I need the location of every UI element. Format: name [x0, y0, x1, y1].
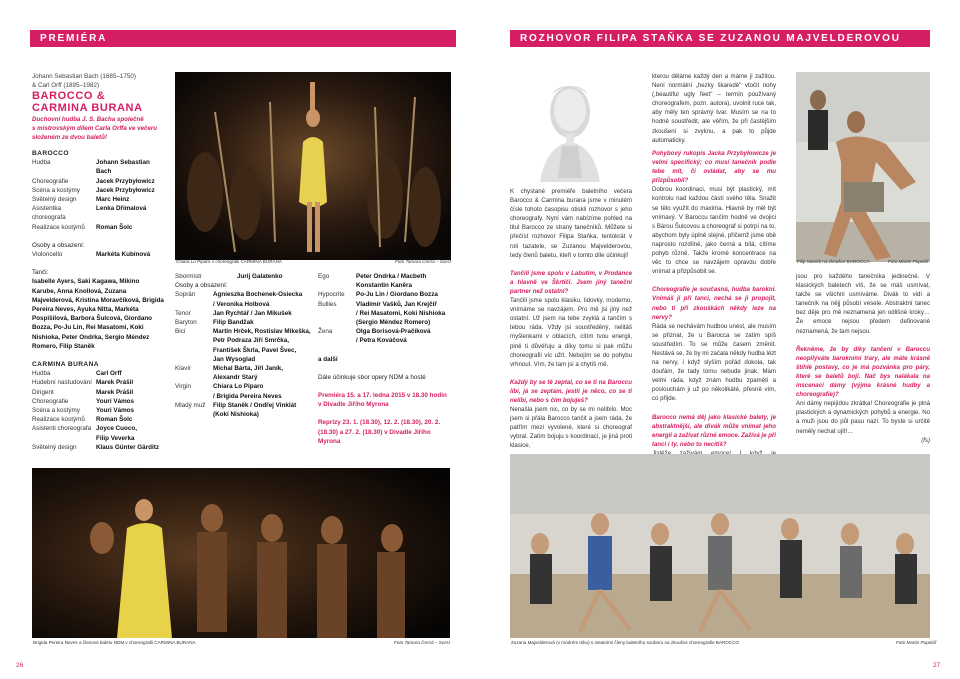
- credit-role: Violoncello: [32, 251, 63, 259]
- credit-row: [32, 177, 164, 186]
- cast-name: Filip Bandžak: [213, 319, 254, 327]
- cast-name: / Petra Kováčová: [356, 337, 407, 345]
- cast-role: Mladý muž: [175, 401, 206, 409]
- cast-row: [175, 364, 315, 373]
- photo-credit: Foto Tamara Černá – SoHJ: [395, 259, 452, 264]
- credit-role: Dirigent: [32, 388, 54, 396]
- composer-line: Johann Sebastian Bach (1685–1750): [32, 73, 136, 80]
- credit-role: Realizace kostýmů: [32, 416, 85, 424]
- photo-credit: Foto Martin Popelář: [896, 640, 937, 645]
- credit-role: Světelný design: [32, 196, 77, 204]
- cast-name: Chiara Lo Piparo: [213, 383, 264, 391]
- cast-name: Jan Rychtář / Jan Mikušek: [213, 309, 292, 317]
- credit-row: [32, 397, 164, 406]
- cast-name: Po-Ju Lin / Giordano Bozza: [356, 291, 438, 299]
- cast-name: Olga Borisová-Pračíková: [356, 328, 431, 336]
- credit-row: [32, 204, 164, 222]
- cast-name: Petr Podraza Jiří Smrčka,: [213, 337, 289, 345]
- credit-row: [32, 415, 164, 424]
- credit-row: [32, 434, 164, 443]
- author-signature: (fs): [921, 436, 930, 444]
- cast-row: [318, 318, 458, 327]
- cast-name: Martin Hrček, Rostislav Mikeška,: [213, 328, 311, 336]
- interview-column-2: [652, 149, 776, 476]
- cast-role: Tenor: [175, 309, 191, 317]
- cast-column-a: [175, 272, 315, 419]
- credit-role: Hudba: [32, 370, 51, 378]
- cast-row: [318, 309, 458, 318]
- credit-name: Jacek Przybyłowicz: [96, 177, 155, 185]
- question: Barocco nemá děj jako klasické balety, je abstraktnější, ale divák může vnímat jeho energii a zažívat různé emoce. Zažívá je při tanci i ty, nebo to necítíš?: [652, 413, 776, 448]
- credit-name: Johann Sebastian Bach: [96, 159, 150, 176]
- photo-credit: Foto Martin Popelář: [888, 259, 929, 264]
- cast-role: [175, 410, 213, 419]
- credit-row: [32, 443, 164, 452]
- credit-name: Youri Vámos: [96, 407, 135, 415]
- cast-row: [175, 290, 315, 299]
- credit-row: [32, 406, 164, 415]
- dancer-photo-image: [32, 468, 450, 638]
- cast-name: / Brigida Pereira Neves: [213, 392, 282, 400]
- cast-row: [175, 410, 315, 419]
- credit-name: Roman Šolc: [96, 223, 133, 231]
- cast-role: [318, 309, 356, 318]
- cast-role: Osoby a obsazení:: [175, 282, 228, 290]
- dancers-label: Tanči:: [32, 269, 49, 277]
- credit-name: Marek Prášil: [96, 388, 134, 396]
- credit-role: Asistentka choreografa: [32, 205, 66, 222]
- cast-row: [175, 309, 315, 318]
- answer: kterou děláme každý den a máme ji zažitou. Není normální „hezky škaredě" vtočit nohy (,beautiful ugly feet" – termín používaný choreografem, pozn. autora), uvolnit ruce tak, aby měly ten správný tvar. Musím se na to hodně soustředit, ale věřím, že při častějším zkoušení si zvyknu, a pak to půjde automaticky.: [652, 73, 776, 144]
- cast-row: [318, 272, 458, 281]
- cast-role: Baryton: [175, 319, 197, 327]
- carmina-heading: CARMINA BURANA: [32, 361, 99, 369]
- cast-row: [318, 336, 458, 345]
- credit-name: Jacek Przybyłowicz: [96, 186, 155, 194]
- credit-row: [32, 195, 164, 204]
- cast-row: [175, 336, 315, 345]
- credit-role: [32, 434, 96, 443]
- premiere-banner: PREMIÉRA: [30, 30, 456, 47]
- portrait-image: [512, 74, 628, 182]
- credit-row: [32, 388, 164, 397]
- photo-caption: Brigida Pereira Neves a členové baletu NDM v choreografii CARMINA BURANA: [33, 640, 196, 645]
- subtitle: s mistrovským dílem Carla Orffa ve večeru: [32, 124, 158, 132]
- show-title: CARMINA BURANA: [32, 102, 143, 114]
- cast-row: [318, 290, 458, 299]
- cast-name: / Veronika Holbová: [213, 300, 270, 308]
- cast-role: [175, 355, 213, 364]
- interview-banner: ROZHOVOR FILIPA STAŇKA SE ZUZANOU MAJVELDEROVOU: [510, 30, 930, 47]
- credit-role: Scéna a kostýmy: [32, 407, 80, 415]
- cast-role: [175, 392, 213, 401]
- question: Každý by se tě zeptal, co se ti na Baroccu líbí, já se zeptám, jestli je něco, co se ti nelíbí, nebo s čím bojuješ?: [510, 378, 632, 404]
- photo-caption: Zuzana Majvelderová (v modrém triku) s ostatními členy baletního souboru na zkoušce choreografie BAROCCO: [511, 640, 740, 645]
- dancer-photo-top: [175, 72, 451, 260]
- credit-row: [32, 369, 164, 378]
- question: Choreografie je současná, hudba barokní. Vnímáš ji při tanci, nechá se ji propojit, nebo ti při zkouškách někdy leze na nervy?: [652, 286, 776, 321]
- answer: Nenašla jsem nic, co by se mi nelíbilo. Moc jsem si přála Barocco tančit a jsem ráda, že patřím mezi vyvolené, které si choreograf vybral. Zatím bojuju s koordinací, je jiná proti klasice,: [510, 406, 632, 450]
- cast-role: Klavír: [175, 365, 192, 373]
- cast-role: [318, 318, 356, 327]
- credit-row: [32, 378, 164, 387]
- question: Pohybový rukopis Jacka Przybyłowicze je velmi specifický; co musí tanečník podle tebe mít, či ovládat, aby se mu přizpůsobil?: [652, 150, 776, 185]
- credit-role: Světelný design: [32, 443, 77, 451]
- page-number: 27: [933, 662, 941, 669]
- credit-row: [32, 424, 164, 433]
- cast-name: Filip Staněk / Ondřej Vinklát: [213, 401, 297, 409]
- cast-row: [175, 281, 315, 290]
- cast-row: [175, 327, 315, 336]
- question: Řekněme, že by díky tančení v Baroccu neopilýváte barokními trary, ale máte krásně štíhlé postavy, co je má pozvánka pro páry, které se baletů bojí. Nač bys nalákala na inscenaci dámy (výjma krásné hudby a choreografie)?: [796, 345, 930, 399]
- credit-name: Roman Šolc: [96, 416, 133, 424]
- cast-row: [175, 318, 315, 327]
- cast-row: [175, 382, 315, 391]
- question: Tančili jsme spolu v Labutím, v Prodance a hlavně ve Škrtiči. Jsem jiný taneční partner než ostatní?: [510, 269, 632, 295]
- cast-name: a další: [318, 355, 338, 363]
- cast-role: [175, 373, 213, 382]
- cast-name: Vladimír Vašků, Jan Krejčíř: [356, 300, 437, 308]
- page-number: 26: [16, 662, 24, 669]
- intro-paragraph: K chystané premiéře baletního večera Barocco & Carmina burana jsme v minulém čísle tohoto časopisu otiskli rozhovor s jeho choreografy. Nyní vám nabízíme pohled na titul Barocco ze strany tanečníků. Můžete si přečíst rozhovor Filipa Staňka, tentokrát v roli tazatele, se Zuzanou Majvelderovou, tedy členů baletu, kteří v tomto díle účinkují!: [510, 188, 632, 259]
- cast-row: [318, 355, 458, 364]
- cast-role: [318, 336, 356, 345]
- subtitle: složeném ze dvou baletů!: [32, 133, 107, 141]
- interview-column-3: [796, 272, 930, 445]
- opera-note: Dále účinkuje sbor opery NDM a hosté: [318, 373, 426, 381]
- intro-block: [32, 72, 164, 142]
- cast-role: [318, 281, 356, 290]
- credit-role: Realizace kostýmů: [32, 223, 85, 231]
- dancers-list: Isabelle Ayers, Saki Kagawa, Mikino Karube, Anna Knollová, Zuzana Majvelderová, Kristina Moravčíková, Brigida Pereira Neves, Ayuka Nitta, Markéta Pospíšilová, Barbora Šulcová, Giordano Bozza, Po-Ju Lin, Rei Masatomi, Koki Nishioka, Peter Ondrka, Sergio Méndez Romero, Filip Staněk: [32, 278, 164, 350]
- credit-role: Scéna a kostýmy: [32, 186, 80, 194]
- cast-name: (Sergio Méndez Romero): [356, 319, 431, 327]
- cast-role: Bullies: [318, 300, 337, 308]
- dancer-photo-bottom: [32, 468, 450, 638]
- cast-row: [175, 300, 315, 309]
- credit-name: Klaus Günter Gärditz: [96, 443, 159, 451]
- cast-role: Sbormistr: [175, 273, 202, 280]
- cast-role: Hypocrite: [318, 291, 345, 299]
- credit-role: Choreografie: [32, 177, 69, 185]
- cast-row: [175, 401, 315, 410]
- credit-row: [32, 158, 164, 176]
- credit-name: Marc Heinz: [96, 196, 130, 204]
- credit-role: Hudební nastudování: [32, 379, 92, 387]
- credit-name: Filip Veverka: [96, 434, 135, 442]
- credit-role: Asistenti choreografa: [32, 425, 92, 433]
- interview-column-1: [510, 187, 632, 451]
- cast-name: Michal Bárta, Jiří Janík,: [213, 365, 283, 373]
- barocco-heading: BAROCCO: [32, 150, 69, 157]
- cast-role: Ego: [318, 273, 330, 280]
- cast-row: [175, 373, 315, 382]
- credit-row: [32, 223, 164, 232]
- composer-line: & Carl Orff (1895–1982): [32, 82, 100, 89]
- cast-name: / Rei Masatomi, Koki Nishioka: [356, 309, 446, 317]
- cast-role: Bicí: [175, 328, 186, 336]
- photo-caption: Filip Staněk na zkoušce BAROCCA: [797, 259, 870, 264]
- show-title: BAROCCO &: [32, 90, 106, 102]
- credit-name: Marek Prášil: [96, 379, 134, 387]
- credit-role: Choreografie: [32, 397, 69, 405]
- dancer-photo-image: [175, 72, 451, 260]
- cast-row: [175, 272, 315, 281]
- answer: Ani dámy nepijídou zkrátka! Choreografie je plná plastických a dynamických pohybů a energie. No a muži jsou do půl pasu nazí. To byste si určitě neměly nechat ujít!…: [796, 400, 930, 435]
- persons-label: Osoby a obsazení:: [32, 241, 85, 249]
- credit-name: Lenka Dřímalová: [96, 205, 147, 213]
- cast-role: [175, 300, 213, 309]
- subtitle: Duchovní hudba J. S. Bacha společně: [32, 116, 144, 123]
- credit-role: Hudba: [32, 159, 51, 167]
- cast-name: Konstantin Kaněra: [356, 282, 412, 290]
- cast-name: Alexandr Starý: [213, 374, 258, 382]
- reprise-dates: Reprízy 23. 1. (18.30), 12. 2. (18.30), 20. 2. (18.30) a 27. 2. (18.30) v Divadle Jiřího Myrona: [318, 419, 441, 445]
- cast-row: [318, 327, 458, 336]
- cast-column-b: [318, 272, 458, 446]
- rehearsal-photo-image: [796, 72, 930, 262]
- cast-name: Jurij Galatenko: [237, 273, 283, 280]
- credit-name: Markéta Kubínová: [96, 251, 151, 259]
- photo-credit: Foto Tamara Černá – SoHJ: [394, 640, 451, 645]
- credit-row: [32, 250, 164, 259]
- cast-name: Agnieszka Bochenek-Osiecka: [213, 291, 303, 299]
- cast-row: [318, 300, 458, 309]
- cast-row: [175, 355, 315, 364]
- rehearsal-photo-image: [510, 454, 930, 638]
- answer: Tančili jsme spolu klasiku, lidovky, moderno, vnímáme se navzájem. Pro mě jsi jiný než ostatní. Už jsem na tebe zvyklá a tančím s tebou ráda. Vždy jsi soustředěný, nelitáš myšlenkami v oblacích, cítím tvou energii, plně ti důvěřuju a díky tomu si pak můžu choreografii víc užít. Nebojím se do pohybu vrhnout. Vím, že tam jsi a chytíš mě.: [510, 297, 632, 368]
- cast-role: [175, 346, 213, 355]
- cast-role: Virgin: [175, 383, 191, 391]
- cast-name: Jan Wysoglad: [213, 355, 256, 363]
- cast-name: František Škrla, Pavel Švec,: [213, 346, 297, 354]
- credit-row: [32, 186, 164, 195]
- cast-name: (Koki Nishioka): [213, 411, 259, 419]
- answer: Ráda se nechávám hudbou unést, ale musím se přiznat, že u Barocca se zatím spíš soustředím. To se může časem změnit. Nestává se, že by mi začala někdy hudba lézt na nervy, i když slyším pořád dokola, tak doufám, že tady tomu nebude jinak. Mám velmi ráda, když znám hudbu zpaměti a poslouchám ji už po několikáté, přesně vím, co přijde.: [652, 322, 776, 403]
- credit-name: Carl Orff: [96, 370, 122, 378]
- rehearsal-photo-bottom: [510, 454, 930, 638]
- rehearsal-photo-top: [796, 72, 930, 262]
- premiere-date: Premiéra 15. a 17. ledna 2015 v 18.30 hodin v Divadle Jiřího Myrona: [318, 392, 447, 409]
- cast-name: Peter Ondrka / Macbeth: [356, 273, 427, 280]
- photo-caption: Chiara Lo Piparo v choreografii CARMINA BURANA: [176, 259, 282, 264]
- portrait-photo: [512, 74, 628, 182]
- cast-row: [175, 346, 315, 355]
- answer: jsou pro každého tanečníka jedinečné. V klasických baletech víš, že se máš usmívat, takže se všichni usmíváme. Divák to vidí a tanečník na nějj působí vesele. Abstraktní tanec bez děje pro mě neznamená jen odlišné kroky… Že emoce nejsou předem definované neznamená, že tam nejsou.: [796, 273, 930, 335]
- answer: Dobrou koordinaci, musí být plastický, mít kontrolu nad každou částí svého těla. Snažit se tělo využít do maxima. Hlavně by měl být vnímavý. V Baroccu tančím hodně ve dvojici s Bárou Šulcovou a choreograf si potrpí na to, abychom byly úplně stejné, přičemž jsme obě naprosto rozdílné, jako černá a bílá, cítíme pohyb různě. Takže kromě koncentrace na věc to chce se navzájem opravdu dobře vnímat a přizpůsobit se.: [652, 186, 776, 276]
- interview-column-2-top: [652, 72, 776, 145]
- cast-role: Soprán: [175, 291, 196, 299]
- credit-name: Youri Vámos: [96, 397, 135, 405]
- cast-row: [318, 281, 458, 290]
- credit-name: Joyce Cuoco,: [96, 425, 137, 433]
- cast-row: [175, 392, 315, 401]
- cast-role: [175, 336, 213, 345]
- barocco-credits: [32, 149, 164, 452]
- cast-role: Žena: [318, 328, 333, 336]
